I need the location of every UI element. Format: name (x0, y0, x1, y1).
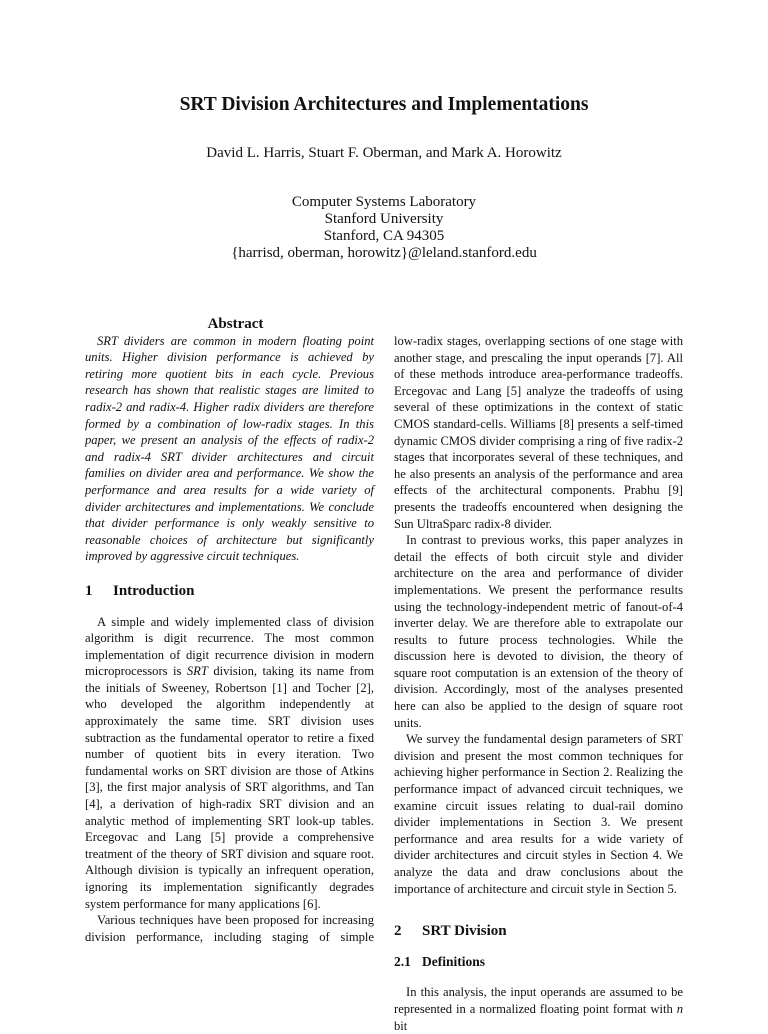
subsection-number: 2.1 (394, 953, 411, 969)
emphasis: SRT (186, 664, 208, 679)
intro-paragraph-3: In contrast to previous works, this paper analyzes in detail the effects of both circuit style and divider architecture on the area and performance of divider implementations. We present the performance results using the technology-independent metric of fanout-of-4 inverter delay. We are therefore able to extrapolate our results to future process technologies. While the discussion here is devoted to division, the theory of square root computation is an extension of the theory of division. Accordingly, most of the analyses presented here can also be applied to the design of square root units. (394, 533, 683, 730)
authors: David L. Harris, Stuart F. Oberman, and Mark A. Horowitz (206, 145, 562, 161)
paper-title: SRT Division Architectures and Implementations (179, 94, 589, 115)
section-title: SRT Division (422, 923, 507, 940)
variable: n (676, 1001, 683, 1016)
section-title: Introduction (113, 582, 195, 599)
abstract-text: SRT dividers are common in modern floating point units. Higher division performance is achieved by retiring more quotient bits in each cycle. Previous research has shown that realistic stages are limited to radix-2 and radix-4. Higher radix dividers are therefore formed by a combination of low-radix stages. In this paper, we present an analysis of the effects of radix-2 and radix-4 SRT divider architectures and circuit families on divider area and performance. We show the performance and area results for a wide variety of divider architectures and implementations. We conclude that divider performance is only weakly sensitive to reasonable choices of architecture but significantly improved by aggressive circuit techniques. (85, 333, 374, 564)
definitions-paragraph (394, 984, 683, 1034)
right-column (394, 333, 683, 1034)
section-1-heading (85, 583, 374, 600)
affiliation-university: Stanford University (324, 211, 444, 227)
text: In this analysis, the input operands are assumed to be represented in a normalized floating point format with (394, 985, 683, 1016)
subsection-2-1-heading (394, 954, 683, 971)
subsection-title: Definitions (422, 953, 486, 969)
left-column (85, 316, 374, 945)
intro-paragraph-4: We survey the fundamental design parameters of SRT division and present the most common techniques for achieving higher performance in Section 2. Realizing the performance impact of advanced circuit techniques, we examine circuit issues relating to dual-rail domino divider implementations in Section 3. We present performance and area results for a wide variety of divider architectures and circuit styles in Section 4. We analyze the data and draw conclusions about the importance of architecture and circuit style in Section 5. (394, 732, 683, 896)
affiliation-address: Stanford, CA 94305 (323, 228, 445, 244)
abstract-heading: Abstract (207, 316, 264, 332)
intro-paragraph-1 (85, 614, 374, 913)
intro-paragraph-2: Various techniques have been proposed for increasing division performance, including staging of simple (85, 913, 374, 944)
text: bit (394, 1018, 408, 1033)
affiliation (0, 194, 768, 262)
section-number: 1 (85, 582, 93, 599)
affiliation-lab: Computer Systems Laboratory (291, 194, 477, 210)
text: division, taking its name from the initials of Sweeney, Robertson [1] and Tocher [2], who developed the algorithm independently at approximately the same time. SRT division uses subtraction as the fundamental operator to retire a fixed number of quotient bits in every iteration. Two fundamental works on SRT division are those of Atkins [3], the first major analysis of SRT algorithms, and Tan [4], a derivation of high-radix SRT division and an analytic method of implementing SRT look-up tables. Ercegovac and Lang [5] provide a comprehensive treatment of the theory of SRT division and square root. Although division is typically an infrequent operation, ignoring its implementation significantly degrades system performance for many applications [6]. (85, 664, 375, 911)
section-2-heading (394, 923, 683, 940)
affiliation-email: {harrisd, oberman, horowitz}@leland.stanford.edu (231, 245, 537, 261)
section-number: 2 (394, 923, 402, 940)
intro-paragraph-2-continued: low-radix stages, overlapping sections of one stage with another stage, and prescaling the input operands [7]. All of these methods introduce area-performance tradeoffs. Ercegovac and Lang [5] analyze the tradeoffs of using several of these optimizations in the context of static CMOS standard-cells. Williams [8] presents a self-timed dynamic CMOS divider comprising a ring of five radix-2 stages that incorporates several of these techniques, and he also presents an analysis of the performance and area effects of the architectural components. Prabhu [9] presents the tradeoffs encountered when designing the Sun UltraSparc radix-8 divider. (394, 334, 683, 531)
text: A simple and widely implemented class of division algorithm is digit recurrence. The most common implementation of digit recurrence division in modern microprocessors is (85, 614, 374, 679)
